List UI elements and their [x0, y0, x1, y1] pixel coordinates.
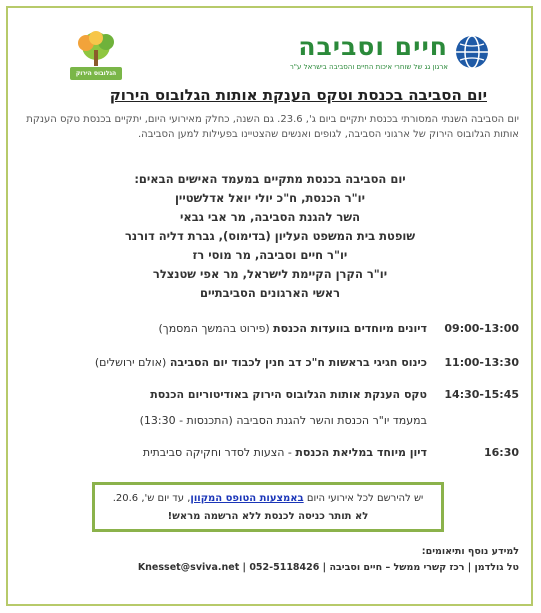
schedule-title: דיון מיוחד במליאת הכנסת: [295, 446, 427, 459]
schedule-row: [36, 356, 519, 374]
schedule-time: 16:30: [483, 446, 519, 459]
registration-deadline: , עד יום ש', 20.6.: [112, 493, 191, 504]
schedule-desc: [159, 322, 428, 335]
schedule-title: דיונים מיוחדים בוועדות הכנסת: [273, 322, 427, 335]
schedule-time: 11:00-13:30: [444, 356, 519, 369]
attendee-item: יו"ר חיים וסביבה, מר מוסי רז: [192, 248, 348, 262]
brand-tagline: ארגון גג של שוחרי איכות החיים והסביבה בישראל ע"ר: [289, 63, 448, 71]
registration-warning: לא תותר כניסה לכנסת ללא הרשמה מראש!: [167, 511, 369, 522]
schedule-note: (אולם ירושלים): [94, 356, 170, 369]
brand-name: חיים וסביבה: [298, 32, 448, 61]
schedule-time: 09:00-13:00: [444, 322, 519, 335]
schedule-title: טקס הענקת אותות הגלובוס הירוק באודיטוריום הכנסת: [150, 388, 427, 401]
schedule-row: [36, 414, 519, 432]
schedule-desc: [150, 388, 427, 401]
attendee-item: שופטת בית המשפט העליון (בדימוס), גברת דליה דורנר: [124, 229, 416, 243]
registration-text: יש להירשם לכל אירועי היום: [303, 493, 424, 504]
page-title: יום הסביבה בכנסת וטקס הענקת אותות הגלובוס הירוק: [109, 86, 487, 104]
attendee-item: השר להגנת הסביבה, מר אבי גבאי: [180, 210, 360, 224]
green-globe-award-logo: [68, 30, 124, 82]
attendee-item: יו"ר הכנסת, ח"כ יולי יואל אדלשטיין: [174, 191, 366, 205]
registration-box: [92, 482, 444, 532]
schedule-row: [36, 322, 519, 340]
registration-line: [95, 490, 441, 508]
schedule-note: במעמד יו"ר הכנסת והשר להגנת הסביבה (התכנסות - 13:30): [139, 414, 427, 427]
intro-paragraph: [19, 112, 519, 142]
schedule-title: כינוס חגיגי בראשות ח"כ דב חנין לכבוד יום הסביבה: [169, 356, 427, 369]
attendees-list: [70, 170, 470, 303]
contact-line: טל גולדמן | רכז קשרי ממשל – חיים וסביבה | Knesset@sviva.net | 052-5118426: [137, 562, 519, 573]
schedule-row: [36, 446, 519, 464]
attendee-item: ראשי הארגונים הסביבתיים: [199, 286, 341, 300]
attendee-item: יו"ר הקרן הקיימת לישראל, מר אפי שטנצלר: [152, 267, 388, 281]
schedule-note: - הצעות לסדר וחקיקה סביבתית: [142, 446, 296, 459]
schedule-note: (פירוט בהמשך המסמך): [158, 322, 274, 335]
attendees-heading: יום הסביבה בכנסת מתקיים במעמד האישים הבאים:: [134, 172, 406, 186]
intro-text: יום הסביבה השנתי המסורתי בכנסת יתקיים ביום ג', 23.6. גם השנה, כחלק מאירועי היום, יתקיים בכנסת טקס הענקת אותות הגלובוס הירוק של ארגוני הסביבה, לגופים ואנשים שהצטיינו בפעילות למען הסביבה.: [26, 114, 519, 140]
schedule-desc: [95, 356, 427, 369]
tree-icon: [68, 30, 124, 68]
schedule-desc: [143, 446, 427, 459]
globe-icon: [454, 34, 490, 70]
chaim-vesviva-logo: [290, 32, 490, 78]
globus-caption: הגלובוס הירוק: [70, 67, 122, 80]
schedule-row: [36, 388, 519, 406]
schedule-time: 14:30-15:45: [444, 388, 519, 401]
contact-heading: למידע נוסף ותיאומים:: [421, 546, 519, 557]
schedule-desc: [140, 414, 427, 427]
online-form-link[interactable]: באמצעות הטופס המקוון: [190, 493, 304, 504]
